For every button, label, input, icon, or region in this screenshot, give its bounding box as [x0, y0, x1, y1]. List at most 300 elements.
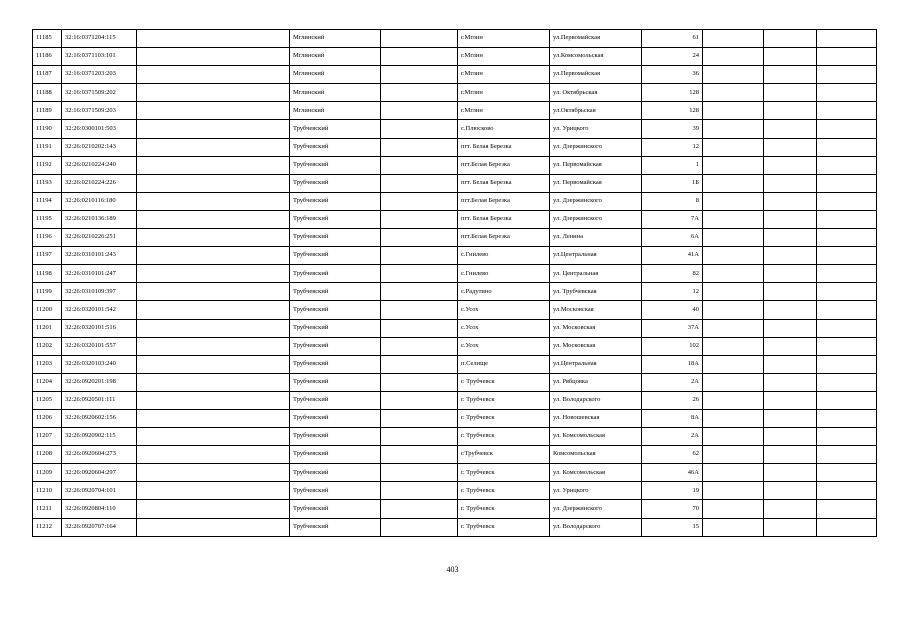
- cell-blank-col-a: [137, 355, 290, 373]
- cell-house-number: 12: [642, 138, 703, 156]
- cell-blank-col-d: [764, 102, 817, 120]
- cell-blank-col-d: [764, 174, 817, 192]
- cell-street: ул.Центральная: [550, 355, 642, 373]
- cell-settlement: г.Трубчевск: [458, 446, 550, 464]
- cell-street: ул. Первомайская: [550, 156, 642, 174]
- cell-cadastral-number: 32:26:0320101:542: [62, 301, 137, 319]
- cell-cadastral-number: 32:26:0320103:240: [62, 355, 137, 373]
- cell-blank-col-c: [703, 500, 764, 518]
- cell-cadastral-number: 32:26:0320101:557: [62, 337, 137, 355]
- cell-blank-col-b: [381, 30, 458, 48]
- cell-blank-col-b: [381, 247, 458, 265]
- cell-blank-col-a: [137, 138, 290, 156]
- cell-blank-col-c: [703, 102, 764, 120]
- cell-blank-col-e: [817, 409, 877, 427]
- cell-district: Трубчевский: [290, 355, 381, 373]
- cell-blank-col-a: [137, 482, 290, 500]
- cell-row-number: 11202: [33, 337, 62, 355]
- cell-district: Трубчевский: [290, 337, 381, 355]
- cell-settlement: г. Трубчевск: [458, 464, 550, 482]
- cell-cadastral-number: 32:26:0920707:164: [62, 518, 137, 536]
- cell-blank-col-d: [764, 156, 817, 174]
- cell-blank-col-e: [817, 48, 877, 66]
- cell-street: ул. Володарского: [550, 518, 642, 536]
- cell-blank-col-c: [703, 174, 764, 192]
- cell-blank-col-d: [764, 265, 817, 283]
- cell-blank-col-d: [764, 319, 817, 337]
- cell-blank-col-c: [703, 373, 764, 391]
- cell-row-number: 11211: [33, 500, 62, 518]
- cell-blank-col-b: [381, 482, 458, 500]
- cell-row-number: 11190: [33, 120, 62, 138]
- cell-row-number: 11209: [33, 464, 62, 482]
- cell-blank-col-e: [817, 156, 877, 174]
- cell-blank-col-d: [764, 210, 817, 228]
- cell-house-number: 8: [642, 192, 703, 210]
- cell-cadastral-number: 32:26:0920201:198: [62, 373, 137, 391]
- cell-house-number: 12: [642, 283, 703, 301]
- cell-blank-col-a: [137, 247, 290, 265]
- cell-cadastral-number: 32:26:0920604:273: [62, 446, 137, 464]
- cell-blank-col-b: [381, 174, 458, 192]
- cell-blank-col-c: [703, 464, 764, 482]
- cell-row-number: 11200: [33, 301, 62, 319]
- cell-blank-col-b: [381, 120, 458, 138]
- cell-settlement: пгт. Белая Березка: [458, 138, 550, 156]
- cell-district: Трубчевский: [290, 409, 381, 427]
- cell-blank-col-c: [703, 138, 764, 156]
- cell-blank-col-d: [764, 446, 817, 464]
- cell-blank-col-a: [137, 283, 290, 301]
- cell-row-number: 11197: [33, 247, 62, 265]
- cell-blank-col-d: [764, 84, 817, 102]
- cell-street: ул. Рябцовка: [550, 373, 642, 391]
- cell-cadastral-number: 32:26:0210226:251: [62, 229, 137, 247]
- cell-blank-col-c: [703, 355, 764, 373]
- cell-row-number: 11212: [33, 518, 62, 536]
- cell-row-number: 11186: [33, 48, 62, 66]
- cell-blank-col-a: [137, 409, 290, 427]
- cell-cadastral-number: 32:26:0920602:156: [62, 409, 137, 427]
- cell-row-number: 11195: [33, 210, 62, 228]
- cell-blank-col-b: [381, 337, 458, 355]
- cell-house-number: 39: [642, 120, 703, 138]
- cell-blank-col-a: [137, 174, 290, 192]
- cell-blank-col-e: [817, 120, 877, 138]
- cell-blank-col-a: [137, 210, 290, 228]
- cell-blank-col-c: [703, 229, 764, 247]
- table-row: [33, 409, 877, 427]
- cell-blank-col-b: [381, 500, 458, 518]
- cell-blank-col-e: [817, 192, 877, 210]
- cell-row-number: 11203: [33, 355, 62, 373]
- cell-settlement: г. Трубчевск: [458, 428, 550, 446]
- cell-cadastral-number: 32:16:0371509:203: [62, 102, 137, 120]
- table-row: [33, 210, 877, 228]
- cell-blank-col-b: [381, 84, 458, 102]
- cell-blank-col-c: [703, 482, 764, 500]
- cell-blank-col-c: [703, 210, 764, 228]
- cell-row-number: 11188: [33, 84, 62, 102]
- cell-cadastral-number: 32:16:0371203:203: [62, 66, 137, 84]
- cell-blank-col-c: [703, 428, 764, 446]
- cell-blank-col-a: [137, 301, 290, 319]
- cell-street: ул. Новошевская: [550, 409, 642, 427]
- cell-blank-col-e: [817, 265, 877, 283]
- cell-blank-col-d: [764, 355, 817, 373]
- cell-row-number: 11193: [33, 174, 62, 192]
- cell-blank-col-b: [381, 48, 458, 66]
- cell-district: Трубчевский: [290, 518, 381, 536]
- cell-settlement: г.Мглин: [458, 48, 550, 66]
- cell-house-number: 70: [642, 500, 703, 518]
- cell-blank-col-b: [381, 265, 458, 283]
- cell-street: ул.Октябрьская: [550, 102, 642, 120]
- cell-blank-col-e: [817, 66, 877, 84]
- cell-blank-col-a: [137, 373, 290, 391]
- cell-settlement: пгт.Белая Березка: [458, 229, 550, 247]
- table-row: [33, 48, 877, 66]
- cell-district: Трубчевский: [290, 192, 381, 210]
- table-row: [33, 265, 877, 283]
- cell-blank-col-e: [817, 355, 877, 373]
- cell-settlement: г.Мглин: [458, 66, 550, 84]
- cell-blank-col-e: [817, 428, 877, 446]
- cell-blank-col-d: [764, 66, 817, 84]
- cell-row-number: 11187: [33, 66, 62, 84]
- cell-blank-col-b: [381, 428, 458, 446]
- cell-blank-col-c: [703, 247, 764, 265]
- cell-blank-col-d: [764, 301, 817, 319]
- cell-blank-col-c: [703, 301, 764, 319]
- cell-blank-col-a: [137, 518, 290, 536]
- cell-settlement: с.Усох: [458, 319, 550, 337]
- cell-cadastral-number: 32:26:0920902:115: [62, 428, 137, 446]
- cell-blank-col-e: [817, 500, 877, 518]
- page-number: 403: [446, 565, 459, 574]
- cell-district: Трубчевский: [290, 247, 381, 265]
- table-row: [33, 428, 877, 446]
- cell-blank-col-d: [764, 120, 817, 138]
- cell-house-number: 2А: [642, 373, 703, 391]
- cell-blank-col-a: [137, 66, 290, 84]
- cell-cadastral-number: 32:16:0371204:115: [62, 30, 137, 48]
- cell-settlement: пгт. Белая Березка: [458, 210, 550, 228]
- cell-blank-col-e: [817, 102, 877, 120]
- cell-cadastral-number: 32:26:0310101:247: [62, 265, 137, 283]
- cell-blank-col-c: [703, 337, 764, 355]
- cell-street: ул. Комсомольская: [550, 428, 642, 446]
- cell-row-number: 11196: [33, 229, 62, 247]
- cell-district: Трубчевский: [290, 373, 381, 391]
- cell-blank-col-d: [764, 391, 817, 409]
- cell-street: ул. Первомайская: [550, 174, 642, 192]
- cell-blank-col-c: [703, 30, 764, 48]
- cell-settlement: г. Трубчевск: [458, 482, 550, 500]
- cell-blank-col-e: [817, 518, 877, 536]
- cell-blank-col-a: [137, 192, 290, 210]
- cell-blank-col-c: [703, 192, 764, 210]
- cell-blank-col-c: [703, 84, 764, 102]
- cell-settlement: с.Гнилево: [458, 247, 550, 265]
- cell-blank-col-c: [703, 265, 764, 283]
- cell-blank-col-e: [817, 84, 877, 102]
- cell-row-number: 11189: [33, 102, 62, 120]
- cell-house-number: 15: [642, 518, 703, 536]
- cell-blank-col-a: [137, 156, 290, 174]
- cell-street: ул. Дзержинского: [550, 500, 642, 518]
- cell-settlement: п.Селище: [458, 355, 550, 373]
- cell-row-number: 11210: [33, 482, 62, 500]
- cell-blank-col-a: [137, 48, 290, 66]
- cell-blank-col-b: [381, 102, 458, 120]
- cell-cadastral-number: 32:26:0300101:503: [62, 120, 137, 138]
- cell-house-number: 8А: [642, 409, 703, 427]
- cell-blank-col-e: [817, 391, 877, 409]
- cell-house-number: 26: [642, 391, 703, 409]
- cell-blank-col-e: [817, 464, 877, 482]
- cell-blank-col-a: [137, 446, 290, 464]
- table-row: [33, 355, 877, 373]
- cell-cadastral-number: 32:26:0210202:143: [62, 138, 137, 156]
- cell-cadastral-number: 32:26:0210116:180: [62, 192, 137, 210]
- table-row: [33, 518, 877, 536]
- cell-street: ул. Центральная: [550, 265, 642, 283]
- cell-settlement: г. Трубчевск: [458, 518, 550, 536]
- table-row: [33, 391, 877, 409]
- cell-cadastral-number: 32:26:0920704:101: [62, 482, 137, 500]
- table-row: [33, 301, 877, 319]
- cell-blank-col-a: [137, 319, 290, 337]
- cell-settlement: г. Трубчевск: [458, 500, 550, 518]
- cell-house-number: 1Б: [642, 174, 703, 192]
- cell-house-number: 128: [642, 102, 703, 120]
- cell-district: Трубчевский: [290, 446, 381, 464]
- cell-street: ул.Московская: [550, 301, 642, 319]
- cell-blank-col-a: [137, 120, 290, 138]
- cell-blank-col-e: [817, 301, 877, 319]
- cell-district: Мглинский: [290, 48, 381, 66]
- cell-district: Трубчевский: [290, 229, 381, 247]
- cell-blank-col-d: [764, 337, 817, 355]
- cell-district: Трубчевский: [290, 120, 381, 138]
- registry-table: [32, 29, 877, 537]
- cell-street: ул.Первомайская: [550, 66, 642, 84]
- cell-blank-col-d: [764, 30, 817, 48]
- cell-blank-col-c: [703, 319, 764, 337]
- cell-house-number: 36: [642, 66, 703, 84]
- cell-blank-col-b: [381, 210, 458, 228]
- cell-row-number: 11185: [33, 30, 62, 48]
- cell-house-number: 2А: [642, 428, 703, 446]
- table-row: [33, 464, 877, 482]
- cell-district: Трубчевский: [290, 428, 381, 446]
- cell-blank-col-e: [817, 446, 877, 464]
- cell-blank-col-b: [381, 156, 458, 174]
- table-row: [33, 446, 877, 464]
- table-row: [33, 247, 877, 265]
- cell-row-number: 11206: [33, 409, 62, 427]
- cell-blank-col-d: [764, 229, 817, 247]
- cell-house-number: 82: [642, 265, 703, 283]
- cell-house-number: 7А: [642, 210, 703, 228]
- cell-blank-col-d: [764, 192, 817, 210]
- cell-blank-col-b: [381, 446, 458, 464]
- cell-settlement: г.Мглин: [458, 30, 550, 48]
- cell-blank-col-a: [137, 500, 290, 518]
- cell-row-number: 11191: [33, 138, 62, 156]
- cell-blank-col-b: [381, 66, 458, 84]
- cell-blank-col-b: [381, 229, 458, 247]
- cell-blank-col-b: [381, 138, 458, 156]
- cell-blank-col-b: [381, 409, 458, 427]
- table-row: [33, 66, 877, 84]
- cell-blank-col-b: [381, 373, 458, 391]
- cell-house-number: 24: [642, 48, 703, 66]
- cell-settlement: г. Трубчевск: [458, 373, 550, 391]
- cell-blank-col-a: [137, 229, 290, 247]
- cell-blank-col-e: [817, 482, 877, 500]
- cell-blank-col-d: [764, 464, 817, 482]
- cell-blank-col-e: [817, 30, 877, 48]
- cell-street: ул. Трубчевская: [550, 283, 642, 301]
- cell-district: Трубчевский: [290, 156, 381, 174]
- cell-blank-col-d: [764, 247, 817, 265]
- cell-district: Мглинский: [290, 84, 381, 102]
- cell-street: ул. Ленина: [550, 229, 642, 247]
- cell-cadastral-number: 32:26:0320101:516: [62, 319, 137, 337]
- cell-blank-col-d: [764, 138, 817, 156]
- cell-house-number: 62: [642, 446, 703, 464]
- cell-street: ул. Комсомольская: [550, 464, 642, 482]
- cell-street: ул. Дзержинского: [550, 210, 642, 228]
- cell-district: Мглинский: [290, 66, 381, 84]
- cell-blank-col-c: [703, 120, 764, 138]
- cell-row-number: 11207: [33, 428, 62, 446]
- cell-district: Трубчевский: [290, 210, 381, 228]
- cell-blank-col-b: [381, 355, 458, 373]
- cell-blank-col-c: [703, 283, 764, 301]
- table-row: [33, 102, 877, 120]
- table-row: [33, 120, 877, 138]
- cell-blank-col-b: [381, 518, 458, 536]
- table-row: [33, 283, 877, 301]
- table-row: [33, 373, 877, 391]
- cell-blank-col-e: [817, 247, 877, 265]
- cell-house-number: 37А: [642, 319, 703, 337]
- cell-blank-col-c: [703, 391, 764, 409]
- cell-blank-col-a: [137, 265, 290, 283]
- cell-cadastral-number: 32:16:0371509:202: [62, 84, 137, 102]
- cell-blank-col-a: [137, 102, 290, 120]
- cell-district: Трубчевский: [290, 464, 381, 482]
- cell-cadastral-number: 32:16:0371103:101: [62, 48, 137, 66]
- cell-row-number: 11201: [33, 319, 62, 337]
- cell-district: Трубчевский: [290, 301, 381, 319]
- cell-settlement: с.Плюсково: [458, 120, 550, 138]
- table-row: [33, 482, 877, 500]
- cell-settlement: пгт.Белая Березка: [458, 192, 550, 210]
- cell-street: ул. Октябрьская: [550, 84, 642, 102]
- cell-row-number: 11205: [33, 391, 62, 409]
- cell-district: Трубчевский: [290, 319, 381, 337]
- cell-blank-col-c: [703, 518, 764, 536]
- table-row: [33, 138, 877, 156]
- cell-cadastral-number: 32:26:0920604:297: [62, 464, 137, 482]
- cell-house-number: 41А: [642, 247, 703, 265]
- cell-settlement: г.Мглин: [458, 102, 550, 120]
- cell-house-number: 46А: [642, 464, 703, 482]
- table-row: [33, 84, 877, 102]
- cell-blank-col-e: [817, 319, 877, 337]
- cell-blank-col-a: [137, 30, 290, 48]
- cell-house-number: 19: [642, 482, 703, 500]
- cell-district: Трубчевский: [290, 138, 381, 156]
- cell-street: ул. Дзержинского: [550, 192, 642, 210]
- cell-row-number: 11198: [33, 265, 62, 283]
- cell-blank-col-a: [137, 428, 290, 446]
- cell-house-number: 128: [642, 84, 703, 102]
- cell-cadastral-number: 32:26:0310101:243: [62, 247, 137, 265]
- cell-blank-col-c: [703, 66, 764, 84]
- table-row: [33, 229, 877, 247]
- cell-blank-col-e: [817, 337, 877, 355]
- cell-row-number: 11208: [33, 446, 62, 464]
- cell-house-number: 102: [642, 337, 703, 355]
- table-row: [33, 319, 877, 337]
- cell-row-number: 11199: [33, 283, 62, 301]
- cell-blank-col-b: [381, 391, 458, 409]
- cell-blank-col-a: [137, 337, 290, 355]
- cell-street: ул. Володарского: [550, 391, 642, 409]
- cell-blank-col-b: [381, 319, 458, 337]
- cell-street: ул. Урицкого: [550, 120, 642, 138]
- cell-district: Трубчевский: [290, 265, 381, 283]
- cell-blank-col-e: [817, 174, 877, 192]
- cell-blank-col-e: [817, 373, 877, 391]
- cell-settlement: с.Усох: [458, 301, 550, 319]
- cell-house-number: 61: [642, 30, 703, 48]
- cell-settlement: пгт. Белая Березка: [458, 174, 550, 192]
- cell-street: ул. Московская: [550, 337, 642, 355]
- cell-blank-col-a: [137, 391, 290, 409]
- cell-cadastral-number: 32:26:0210224:240: [62, 156, 137, 174]
- cell-district: Трубчевский: [290, 391, 381, 409]
- cell-blank-col-e: [817, 229, 877, 247]
- cell-cadastral-number: 32:26:0210224:226: [62, 174, 137, 192]
- cell-blank-col-d: [764, 428, 817, 446]
- cell-cadastral-number: 32:26:0920804:110: [62, 500, 137, 518]
- cell-blank-col-c: [703, 156, 764, 174]
- cell-blank-col-c: [703, 48, 764, 66]
- cell-settlement: г. Трубчевск: [458, 409, 550, 427]
- cell-settlement: г.Мглин: [458, 84, 550, 102]
- cell-blank-col-c: [703, 409, 764, 427]
- table-body: [33, 30, 877, 537]
- cell-cadastral-number: 32:26:0920501:111: [62, 391, 137, 409]
- cell-settlement: с.Радутино: [458, 283, 550, 301]
- cell-blank-col-d: [764, 409, 817, 427]
- cell-blank-col-a: [137, 84, 290, 102]
- table-row: [33, 174, 877, 192]
- cell-street: ул. Московская: [550, 319, 642, 337]
- cell-street: Комсомольская: [550, 446, 642, 464]
- cell-house-number: 40: [642, 301, 703, 319]
- cell-row-number: 11204: [33, 373, 62, 391]
- cell-blank-col-b: [381, 464, 458, 482]
- cell-district: Трубчевский: [290, 174, 381, 192]
- cell-cadastral-number: 32:26:0310109:397: [62, 283, 137, 301]
